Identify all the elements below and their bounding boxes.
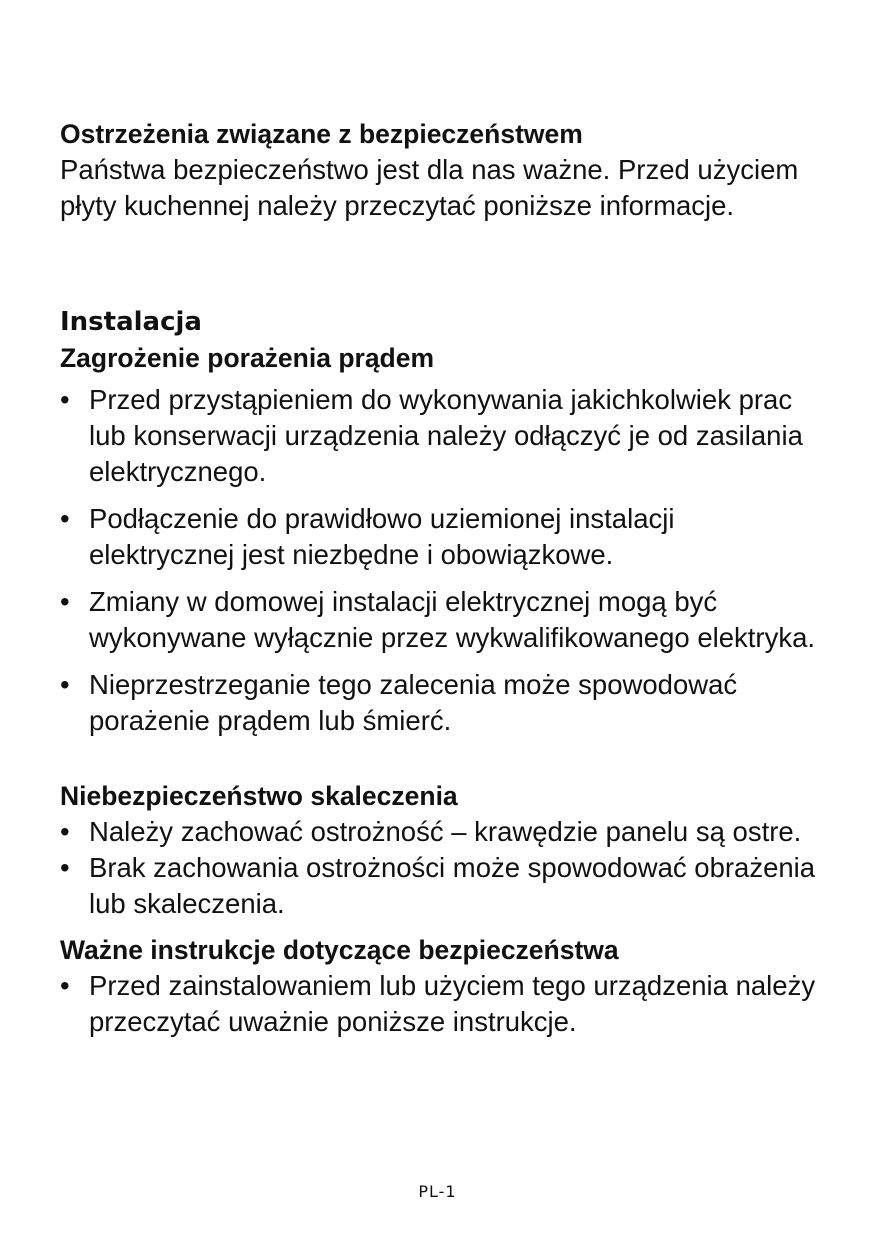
list-item: • Brak zachowania ostrożności może spowodować obrażenia lub skaleczenia.: [60, 850, 820, 922]
list-item: • Podłączenie do prawidłowo uziemionej instalacji elektrycznej jest niezbędne i obowiązkowe.: [60, 501, 820, 573]
page-number: PL-1: [418, 1182, 457, 1201]
electric-shock-heading: Zagrożenie porażenia prądem: [60, 343, 435, 373]
installation-title: Instalacja: [60, 307, 202, 337]
important-instructions-heading: Ważne instrukcje dotyczące bezpieczeństwa: [60, 935, 619, 965]
safety-intro-text: Państwa bezpieczeństwo jest dla nas ważne. Przed użyciem płyty kuchennej należy przeczytać poniższe informacje.: [60, 154, 799, 221]
manual-page: [60, 116, 820, 1040]
safety-warnings-heading: Ostrzeżenia związane z bezpieczeństwem: [60, 119, 583, 149]
list-item: • Nieprzestrzeganie tego zalecenia może spowodować porażenie prądem lub śmierć.: [60, 667, 820, 739]
electric-shock-list: [60, 382, 820, 739]
cut-hazard-heading: Niebezpieczeństwo skaleczenia: [60, 781, 458, 811]
list-item: • Przed przystąpieniem do wykonywania jakichkolwiek prac lub konserwacji urządzenia należy odłączyć je od zasilania elektrycznego.: [60, 382, 820, 490]
list-item: • Należy zachować ostrożność – krawędzie panelu są ostre.: [60, 814, 820, 850]
list-item: • Zmiany w domowej instalacji elektrycznej mogą być wykonywane wyłącznie przez wykwalifikowanego elektryka.: [60, 584, 820, 656]
list-item: • Przed zainstalowaniem lub użyciem tego urządzenia należy przeczytać uważnie poniższe instrukcje.: [60, 968, 820, 1040]
cut-hazard-list: [60, 814, 820, 922]
important-instructions-list: [60, 968, 820, 1040]
